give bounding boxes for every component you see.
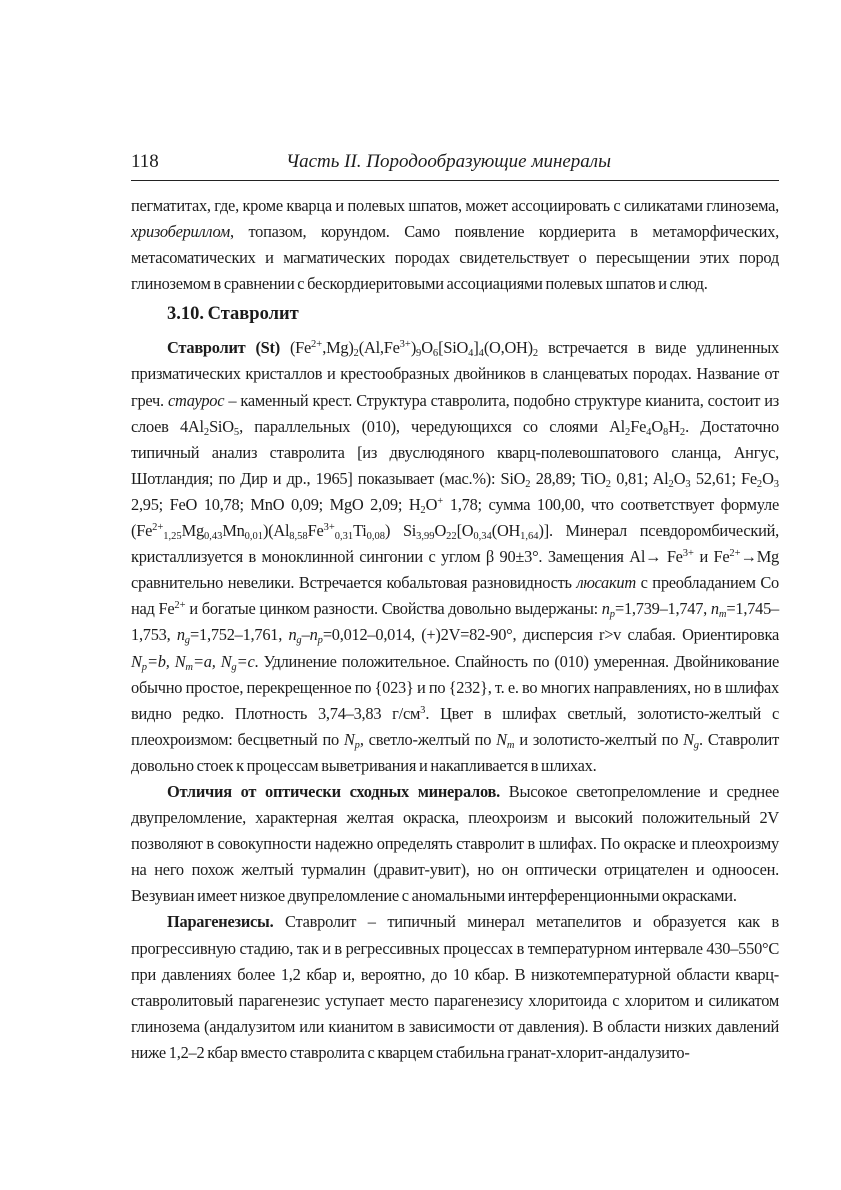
- running-title: Часть II. Породообразующие минералы: [286, 151, 611, 172]
- paragraph-optical-distinctions: Отличия от оптически сходных минералов. Высокое светопреломление и среднее двупреломление, характерная желтая окраска, плеохроизм и высокий положительный 2V позволяют в совокупности надежно определять ставролит в шлифах. По окраске и плеохроизму на него похож желтый турмалин (дравит-увит), но он оптически отрицателен и одноосен. Везувиан имеет низкое двупреломление с аномальными интерференционными окрасками.: [131, 781, 779, 906]
- term-optical-distinctions: Отличия от оптически сходных минералов.: [167, 781, 500, 801]
- paragraph-parageneses: Парагенезисы. Ставролит – типичный минерал метапелитов и образуется как в прогрессивную стадию, так и в регрессивных процессах в температурном интервале 430–550°C при давлениях более 1,2 кбар и, вероятно, до 10 кбар. В низкотемпературной области кварц-ставролитовый парагенезис уступает место парагенезису хлоритоида с хлоритом и силикатом глинозема (андалузитом или кианитом в зависимости от давления). В области низких давлений ниже 1,2–2 кбар вместо ставролита с кварцем стабильна гранат-хлорит-андалузито-: [131, 912, 779, 1062]
- running-header: [131, 148, 779, 176]
- page-body: [131, 193, 779, 1066]
- header-rule: [131, 180, 779, 181]
- section-heading: 3.10. Ставролит: [167, 304, 299, 325]
- paragraph-staurolite-description: Ставролит (St) $(Fe^{2+},Mg)_2(Al,Fe^{3+})_9O_6[SiO_4]_4(O,OH)_2$ встречается в виде удлиненных призматических кристаллов и крестообразных двойников в сланцеватых породах. Название от греч. стаурос – каменный крест. Структура ставролита, подобно структуре кианита, состоит из слоев $4Al_2SiO_5$, параллельных (010), чередующихся со слоями $Al_2Fe_4O_8H_2$. Достаточно типичный анализ ставролита [из двуслюдяного кварц-полевошпатового сланца, Ангус, Шотландия; по Дир и др., 1965] показывает (мас.%): SiO$_2$ 28,89; TiO$_2$ 0,81; $Al_2O_3$ 52,61; $Fe_2O_3$ 2,95; FeO 10,78; MnO 0,09; MgO 2,09; $H_2O^+$ 1,78; сумма 100,00, что соответствует формуле $(Fe^{2+}_{1,25}Mg_{0,43}Mn_{0,01})(Al_{8,58}Fe^{3+}_{0,31}Ti_{0,08})$ $Si_{3,99}O_{22}[O_{0,34}(OH_{1,64})]$. Минерал псевдоромбический, кристаллизуется в моноклинной сингонии с углом β 90±3°. Замещения $Al\to Fe^{3+}$ и $Fe^{2+}\to Mg$ сравнительно невелики. Встречается кобальтовая разновидность люсакит с преобладанием Co над $Fe^{2+}$ и богатые цинком разности. Свойства довольно выдержаны: $n_p=1,739-1,747$, $n_m=1,745-1,753$, $n_g=1,752-1,761$, $n_g-n_p=0,012-0,014$, (+)2V=82-90°, дисперсия r>v слабая. Ориентировка $N_p=b$, $N_m=a$, $N_g=c$. Удлинение положительное. Спайность по (010) умеренная. Двойникование обычно простое, перекрещенное по {023} и по {232}, т. е. во многих направлениях, но в шлифах видно редко. Плотность 3,74–3,83 $г/см^3$. Цвет в шлифах светлый, золотисто-желтый с плеохроизмом: бесцветный по $N_p$, светло-желтый по $N_m$ и золотисто-желтый по $N_g$. Ставролит довольно стоек к процессам выветривания и накапливается в шлихах.: [131, 338, 780, 775]
- term-staurolite: Ставролит (St): [167, 338, 280, 358]
- term-parageneses: Парагенезисы.: [167, 912, 274, 932]
- chemical-formula: $(Fe^{2+},Mg)_2(Al,Fe^{3+})_9O_6[SiO_4]_4(O,OH)_2$: [279, 338, 539, 360]
- page-number: 118: [131, 151, 159, 172]
- paragraph-continuation: пегматитах, где, кроме кварца и полевых шпатов, может ассоциировать с силикатами глинозема, хризобериллом, топазом, корундом. Само появление кордиерита в метаморфических, метасоматических и магматических породах свидетельствует о пересыщении этих пород глиноземом в сравнении с бескордиеритовыми ассоциациями полевых шпатов и слюд.: [131, 196, 779, 294]
